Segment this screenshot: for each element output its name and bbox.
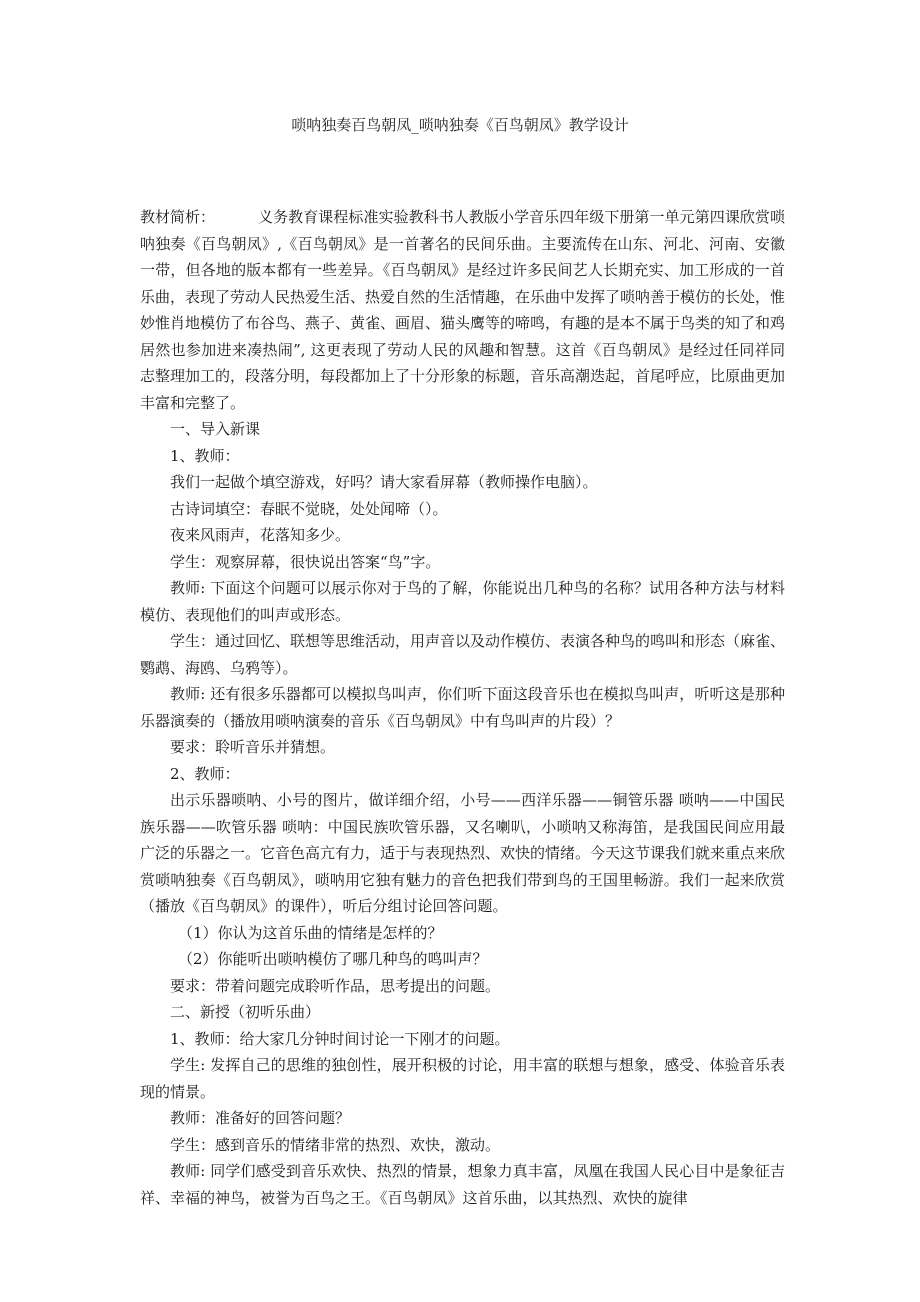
paragraph: 古诗词填空：春眠不觉晓，处处闻啼（）。	[170, 499, 448, 518]
intro-label: 教材简析：	[140, 208, 216, 226]
paragraph: 我们一起做个填空游戏，好吗？请大家看屏幕（教师操作电脑）。	[170, 473, 598, 491]
paragraph: 教师: 还有很多乐器都可以模拟鸟叫声，你们听下面这段音乐也在模拟鸟叫声，听听这是那种乐器演奏的（播放用唢呐演奏的音乐《百鸟朝凤》中有鸟叫声的片段）？	[140, 685, 785, 730]
paragraph: 出示乐器唢呐、小号的图片，做详细介绍，小号——西洋乐器——铜管乐器 唢呐——中国民族乐器——吹管乐器 唢呐：中国民族吹管乐器，又名喇叭，小唢呐又称海笛，是我国民间应用最广泛的乐器之一。它音色高亢有力，适于与表现热烈、欢快的情绪。今天这节课我们就来重点来欣赏唢呐独奏《百鸟朝凤》，唢呐用它独有魅力的音色把我们带到鸟的王国里畅游。我们一起来欣赏（播放《百鸟朝凤》的课件），听后分组讨论回答问题。	[140, 791, 786, 915]
paragraph: 学生：感到音乐的情绪非常的热烈、欢快，激动。	[170, 1135, 501, 1154]
document-body	[140, 204, 785, 1211]
paragraph: 1、教师：	[170, 446, 240, 465]
section-heading: 二、新授（初听乐曲）	[170, 1003, 321, 1021]
paragraph: 学生: 发挥自己的思维的独创性，展开积极的讨论，用丰富的联想与想象，感受、体验音乐表现的情景。	[140, 1056, 785, 1101]
paragraph: 教师：准备好的回答问题？	[170, 1109, 351, 1127]
paragraph: 2、教师：	[170, 764, 240, 783]
paragraph: 要求：聆听音乐并猜想。	[170, 738, 336, 756]
paragraph: 学生：观察屏幕，很快说出答案“鸟”字。	[170, 552, 441, 571]
question-item: （1）你认为这首乐曲的情绪是怎样的？	[178, 923, 443, 942]
document-title: 唢呐独奏百鸟朝凤_唢呐独奏《百鸟朝凤》教学设计	[291, 116, 629, 134]
paragraph: 教师: 下面这个问题可以展示你对于鸟的了解，你能说出几种鸟的名称？试用各种方法与材料模仿、表现他们的叫声或形态。	[140, 579, 785, 624]
intro-paragraph	[140, 204, 785, 416]
paragraph: 学生：通过回忆、联想等思维活动，用声音以及动作模仿、表演各种鸟的鸣叫和形态（麻雀、鹦鹉、海鸥、乌鸦等）。	[140, 632, 786, 677]
paragraph: 要求：带着问题完成聆听作品，思考提出的问题。	[170, 976, 501, 995]
question-item: （2）你能听出唢呐模仿了哪几种鸟的鸣叫声？	[178, 950, 488, 968]
intro-text: 义务教育课程标准实验教科书人教版小学音乐四年级下册第一单元第四课欣赏唢呐独奏《百鸟朝凤》,《百鸟朝凤》是一首著名的民间乐曲。主要流传在山东、河北、河南、安徽一带，但各地的版本都有一些差异。《百鸟朝凤》是经过许多民间艺人长期充实、加工形成的一首乐曲，表现了劳动人民热爱生活、热爱自然的生活情趣，在乐曲中发挥了唢呐善于模仿的长处，惟妙惟肖地模仿了布谷鸟、燕子、黄雀、画眉、猫头鹰等的啼鸣，有趣的是本不属于鸟类的知了和鸡居然也参加进来凑热闹”, 这更表现了劳动人民的风趣和智慧。这首《百鸟朝凤》是经过任同祥同志整理加工的，段落分明，每段都加上了十分形象的标题，音乐高潮迭起，首尾呼应，比原曲更加丰富和完整了。	[140, 208, 786, 412]
paragraph: 1、教师：给大家几分钟时间讨论一下刚才的问题。	[170, 1029, 510, 1048]
paragraph: 教师: 同学们感受到音乐欢快、热烈的情景，想象力真丰富，凤凰在我国人民心目中是象征吉祥、幸福的神鸟，被誉为百鸟之王。《百鸟朝凤》这首乐曲，以其热烈、欢快的旋律	[140, 1162, 785, 1207]
section-heading: 一、导入新课	[170, 420, 261, 438]
paragraph: 夜来风雨声，花落知多少。	[170, 526, 351, 544]
